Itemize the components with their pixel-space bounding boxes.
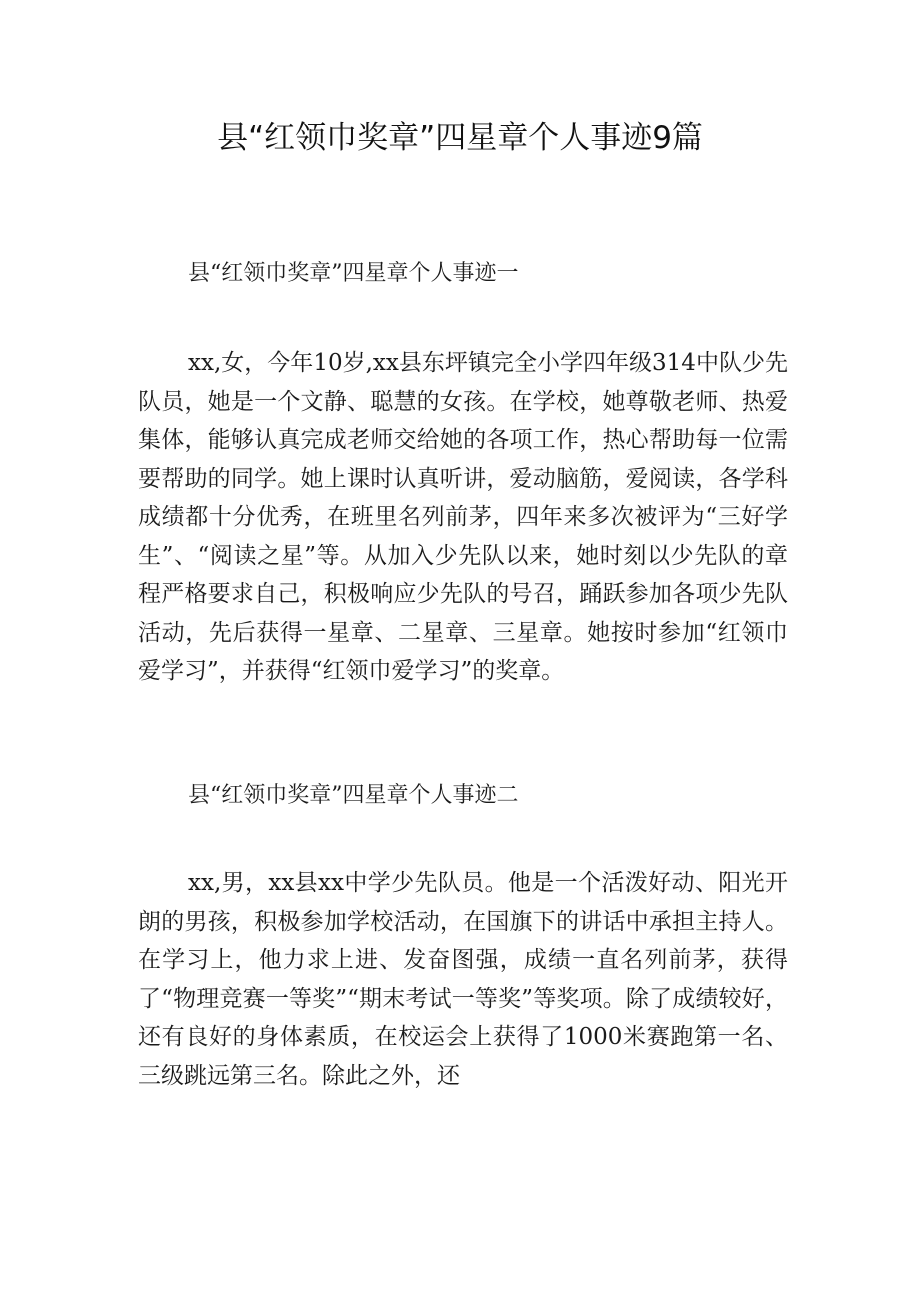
section-paragraph: xx,女，今年10岁,xx县东坪镇完全小学四年级314中队少先队员，她是一个文静、聪慧的女孩。在学校，她尊敬老师、热爱集体，能够认真完成老师交给她的各项工作，热心帮助每一位需要帮助的同学。她上课时认真听讲，爱动脑筋，爱阅读，各学科成绩都十分优秀，在班里名列前茅，四年来多次被评为“三好学生”、“阅读之星”等。从加入少先队以来，她时刻以少先队的章程严格要求自己，积极响应少先队的号召，踊跃参加各项少先队活动，先后获得一星章、二星章、三星章。她按时参加“红领巾爱学习”，并获得“红领巾爱学习”的奖章。 [138, 350, 788, 684]
section-1-heading-block [138, 258, 788, 290]
section-1-body [138, 344, 788, 691]
document-title: 县“红领巾奖章”四星章个人事迹9篇 [217, 120, 703, 156]
section-2-body [138, 864, 788, 1095]
section-paragraph: xx,男，xx县xx中学少先队员。他是一个活泼好动、阳光开朗的男孩，积极参加学校活动，在国旗下的讲话中承担主持人。在学习上，他力求上进、发奋图强，成绩一直名列前茅，获得了“物理竞赛一等奖”“期末考试一等奖”等奖项。除了成绩较好，还有良好的身体素质，在校运会上获得了1000米赛跑第一名、三级跳远第三名。除此之外，还 [138, 870, 788, 1089]
section-heading: 县“红领巾奖章”四星章个人事迹二 [188, 783, 519, 808]
section-heading: 县“红领巾奖章”四星章个人事迹一 [188, 261, 519, 286]
section-2-heading-block [138, 780, 788, 812]
